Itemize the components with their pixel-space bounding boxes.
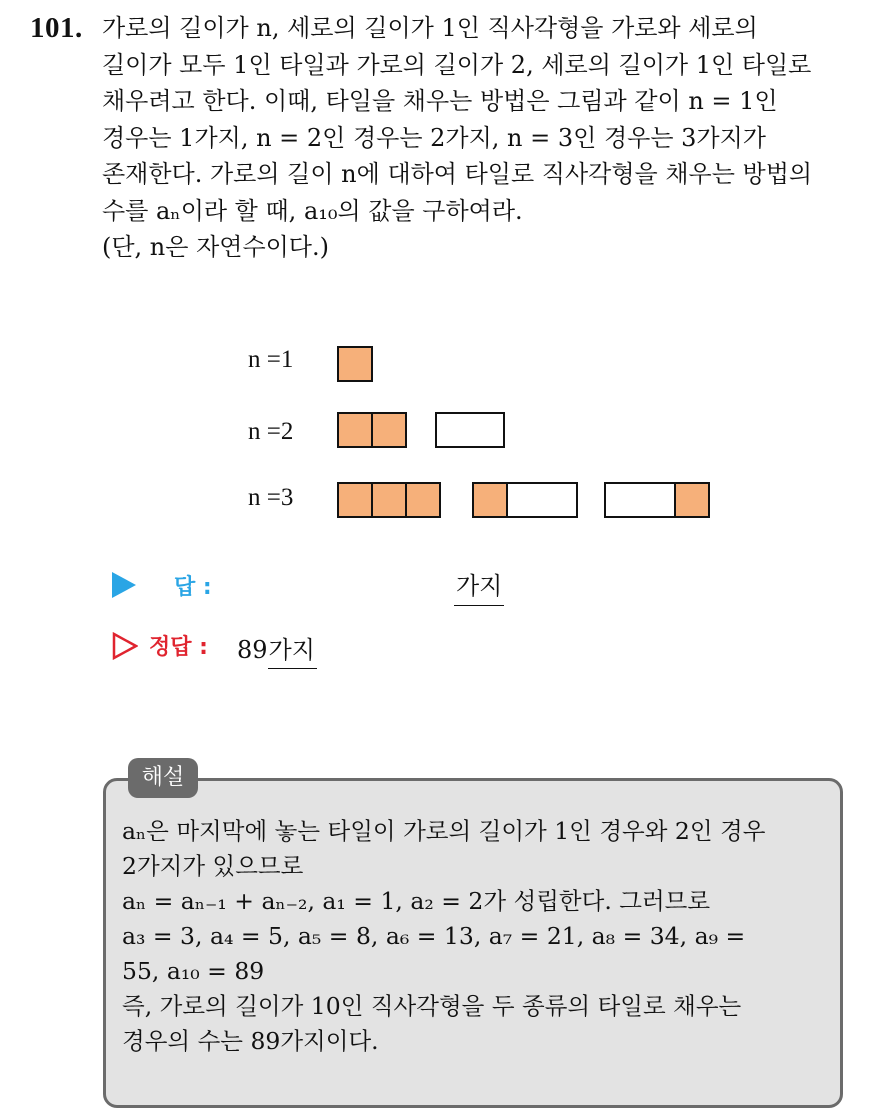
- correct-value: [237, 630, 317, 665]
- small-tile: [371, 412, 407, 448]
- row-label-n3: n =3: [248, 484, 294, 511]
- solution-line: 경우의 수는 89가지이다.: [122, 1027, 379, 1055]
- solution-text: [122, 814, 827, 1059]
- solution-line: a₃ = 3, a₄ = 5, a₅ = 8, a₆ = 13, a₇ = 21, a₈ = 34, a₉ =: [122, 922, 746, 950]
- solution-line: 즉, 가로의 길이가 10인 직사각형을 두 종류의 타일로 채우는: [122, 992, 742, 1020]
- small-tile: [674, 482, 710, 518]
- small-tile: [337, 412, 373, 448]
- small-tile: [371, 482, 407, 518]
- row-label-n1: n =1: [248, 346, 294, 373]
- large-tile: [506, 482, 578, 518]
- small-tile: [472, 482, 508, 518]
- answer-blank[interactable]: 가지: [454, 566, 504, 606]
- problem-line: 수를 aₙ이라 할 때, a₁₀의 값을 구하여라.: [102, 196, 523, 225]
- problem-line: (단, n은 자연수이다.): [102, 233, 329, 261]
- solution-line: aₙ은 마지막에 놓는 타일이 가로의 길이가 1인 경우와 2인 경우: [122, 817, 766, 845]
- problem-line: 가로의 길이가 n, 세로의 길이가 1인 직사각형을 가로와 세로의: [102, 14, 758, 42]
- tiling-diagram: [248, 338, 728, 538]
- row-label-n2: n =2: [248, 418, 294, 445]
- answer-row: [112, 566, 612, 606]
- small-tile: [337, 482, 373, 518]
- correct-answer-row: [112, 628, 612, 668]
- correct-label: 정답 :: [149, 635, 208, 660]
- answer-label: 답 :: [174, 575, 212, 600]
- solution-line: 55, a₁₀ = 89: [122, 957, 265, 985]
- correct-unit: 가지: [268, 636, 317, 669]
- problem-number: 101.: [30, 12, 83, 44]
- large-tile: [435, 412, 505, 448]
- problem-line: 경우는 1가지, n = 2인 경우는 2가지, n = 3인 경우는 3가지가: [102, 123, 766, 152]
- solution-line: 2가지가 있으므로: [122, 852, 304, 880]
- correct-number: 89: [237, 636, 268, 664]
- large-tile: [604, 482, 676, 518]
- small-tile: [405, 482, 441, 518]
- problem-line: 존재한다. 가로의 길이 n에 대하여 타일로 직사각형을 채우는 방법의: [102, 160, 813, 188]
- problem-line: 채우려고 한다. 이때, 타일을 채우는 방법은 그림과 같이 n = 1인: [102, 87, 778, 115]
- solution-line: aₙ = aₙ₋₁ + aₙ₋₂, a₁ = 1, a₂ = 2가 성립한다. 그러므로: [122, 887, 711, 915]
- problem-text: [102, 10, 862, 266]
- play-arrow-icon: [112, 572, 136, 598]
- outline-arrow-icon: [112, 632, 138, 660]
- solution-tag: 해설: [128, 758, 198, 798]
- small-tile: [337, 346, 373, 382]
- problem-line: 길이가 모두 1인 타일과 가로의 길이가 2, 세로의 길이가 1인 타일로: [102, 50, 812, 79]
